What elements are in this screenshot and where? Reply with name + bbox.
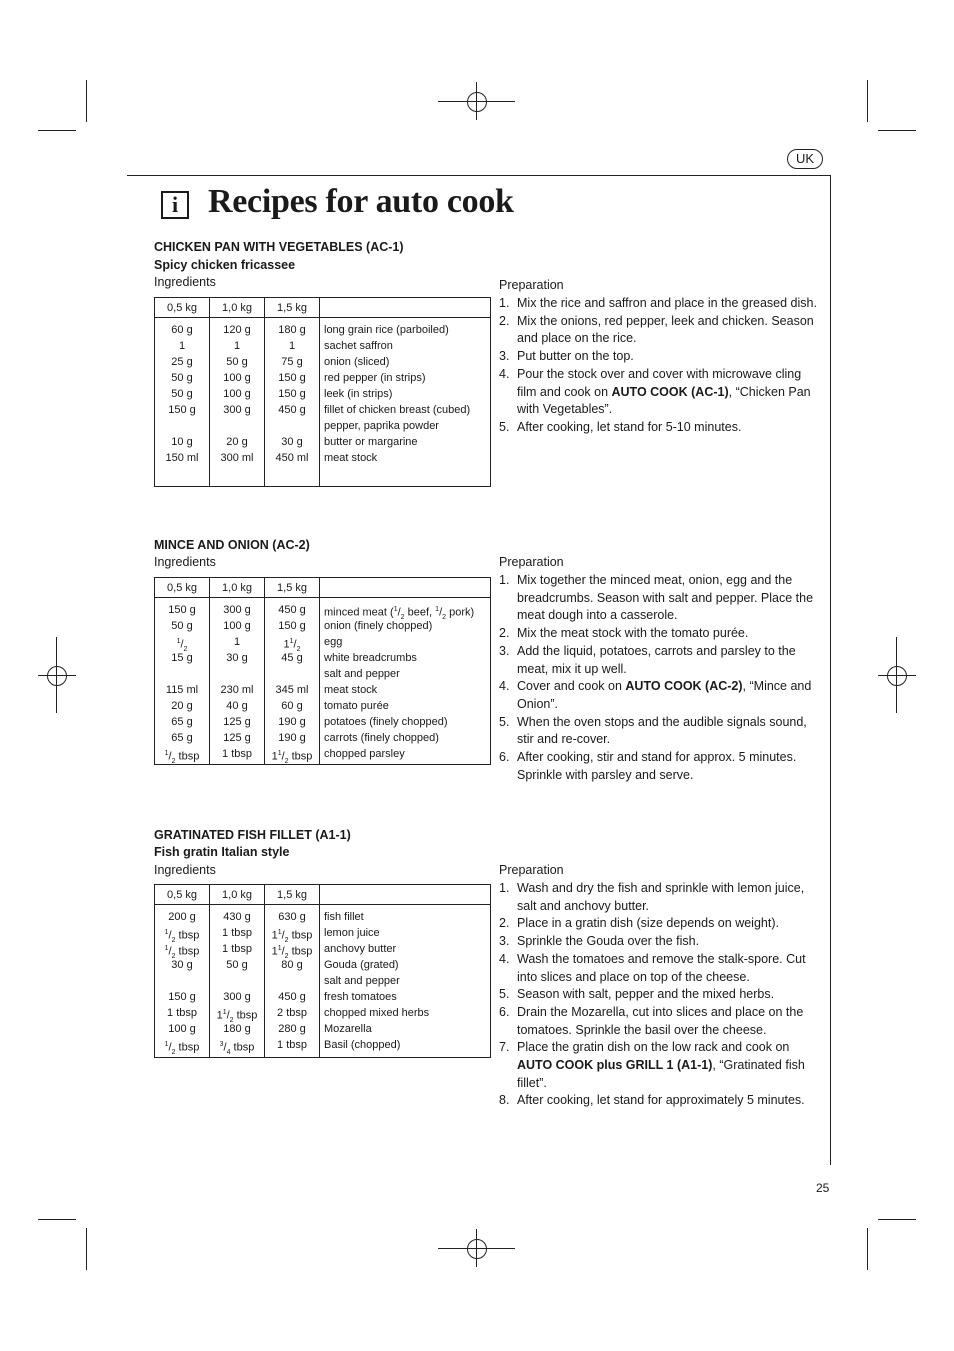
ingredients-label: Ingredients: [154, 555, 216, 569]
quantity-cell: 300 g: [223, 991, 251, 1003]
quantity-column: [265, 318, 320, 487]
step-item: [499, 933, 824, 951]
ingredients-table: [154, 577, 491, 765]
column-header: 1,5 kg: [265, 578, 320, 598]
column-header-blank: [320, 885, 491, 905]
quantity-cell: 50 g: [226, 356, 248, 368]
step-text: Put butter on the top.: [517, 349, 634, 364]
quantity-cell: 150 g: [278, 388, 306, 400]
quantity-cell: $^3/_4$ tbsp: [219, 1041, 255, 1056]
quantity-cell: 300 g: [223, 604, 251, 616]
quantity-cell: 150 g: [278, 372, 306, 384]
ingredient-column: [320, 318, 491, 487]
step-text: , “Chicken Pan with Vegetables”.: [517, 384, 811, 417]
registration-mark: [467, 92, 487, 112]
step-item: [499, 419, 824, 437]
step-item: [499, 1092, 824, 1110]
step-text: Place in a gratin dish (size depends on weight).: [517, 916, 779, 931]
step-text: Mix together the minced meat, onion, egg and the breadcrumbs. Season with salt and pepper. Place the meat dough into a casserole.: [517, 573, 814, 623]
recipe-title: CHICKEN PAN WITH VEGETABLES (AC-1): [154, 240, 404, 254]
step-item: [499, 625, 824, 643]
quantity-cell: 280 g: [278, 1023, 306, 1035]
preparation-label: Preparation: [499, 555, 564, 569]
ingredient-cell: tomato purée: [324, 700, 389, 712]
quantity-cell: $^1/_2$ tbsp: [164, 929, 200, 944]
crop-mark: [86, 1228, 87, 1270]
step-text: Sprinkle the Gouda over the fish.: [517, 934, 700, 949]
preparation-label: Preparation: [499, 863, 564, 877]
quantity-cell: 1: [178, 340, 186, 352]
step-number: 2.: [499, 626, 510, 641]
page-title: Recipes for auto cook: [208, 183, 514, 220]
info-icon: i: [161, 191, 189, 219]
quantity-cell: 10 g: [171, 436, 193, 448]
quantity-cell: 1 tbsp: [167, 1007, 197, 1019]
ingredient-cell: salt and pepper: [324, 975, 400, 987]
step-number: 4.: [499, 679, 510, 694]
step-text: , “Gratinated fish fillet”.: [517, 1058, 805, 1090]
ingredient-cell: onion (finely chopped): [324, 620, 433, 632]
quantity-cell: 60 g: [281, 700, 303, 712]
quantity-cell: 100 g: [168, 1023, 196, 1035]
step-text: Mix the rice and saffron and place in the greased dish.: [517, 296, 817, 310]
step-text: Cover and cook on: [517, 679, 626, 694]
language-badge: UK: [787, 149, 823, 169]
step-text: When the oven stops and the audible signals sound, stir and re-cover.: [517, 714, 807, 747]
quantity-cell: 120 g: [223, 324, 251, 336]
preparation-label: Preparation: [499, 278, 564, 292]
crop-mark: [38, 1219, 76, 1220]
preparation-steps: [499, 880, 824, 1110]
quantity-cell: 65 g: [171, 716, 193, 728]
ingredient-cell: Gouda (grated): [324, 959, 399, 971]
ingredient-cell: leek (in strips): [324, 388, 393, 400]
ingredient-cell: onion (sliced): [324, 356, 390, 368]
ingredients-table: [154, 297, 491, 487]
step-item: [499, 880, 824, 915]
ingredient-cell: white breadcrumbs: [324, 652, 417, 664]
step-item: [499, 366, 824, 419]
quantity-cell: 15 g: [171, 652, 193, 664]
ingredient-column: [320, 905, 491, 1058]
step-number: 8.: [499, 1093, 510, 1108]
quantity-cell: [265, 418, 319, 434]
quantity-cell: 115 ml: [165, 684, 199, 696]
quantity-column: [210, 905, 265, 1058]
quantity-cell: 1 tbsp: [222, 943, 252, 955]
program-name: AUTO COOK (AC-1): [611, 384, 729, 399]
step-number: 5.: [499, 987, 510, 1002]
quantity-cell: [155, 973, 209, 989]
quantity-column: [155, 318, 210, 487]
step-number: 1.: [499, 573, 510, 587]
recipe-subtitle: Spicy chicken fricassee: [154, 258, 296, 272]
program-name: AUTO COOK (AC-2): [625, 679, 743, 694]
ingredient-cell: meat stock: [324, 684, 378, 696]
quantity-cell: 100 g: [223, 372, 251, 384]
step-text: After cooking, let stand for 5-10 minutes.: [517, 419, 742, 434]
quantity-cell: $1^1/_2$ tbsp: [271, 929, 313, 944]
quantity-cell: 30 g: [281, 436, 303, 448]
quantity-cell: 630 g: [278, 911, 306, 923]
quantity-cell: 200 g: [168, 911, 196, 923]
ingredients-label: Ingredients: [154, 275, 216, 289]
crop-mark: [867, 1228, 868, 1270]
quantity-cell: 180 g: [278, 324, 306, 336]
step-item: [499, 643, 824, 678]
ingredient-cell: chopped parsley: [324, 748, 405, 760]
quantity-cell: 190 g: [278, 716, 306, 728]
quantity-cell: 1 tbsp: [277, 1039, 307, 1051]
quantity-cell: [155, 418, 209, 434]
quantity-cell: 1: [233, 636, 241, 648]
column-header: 1,0 kg: [210, 885, 265, 905]
step-text: Place the gratin dish on the low rack and cook on: [517, 1040, 790, 1055]
quantity-cell: 100 g: [223, 620, 251, 632]
step-item: [499, 678, 824, 713]
quantity-cell: 180 g: [223, 1023, 251, 1035]
ingredient-cell: carrots (finely chopped): [324, 732, 439, 744]
step-item: [499, 986, 824, 1004]
recipe-title: GRATINATED FISH FILLET (A1-1): [154, 828, 351, 842]
step-item: [499, 1004, 824, 1039]
step-text: Mix the onions, red pepper, leek and chicken. Season and place on the rice.: [517, 313, 814, 346]
quantity-column: [155, 905, 210, 1058]
ingredients-table: [154, 884, 491, 1058]
quantity-cell: 80 g: [281, 959, 303, 971]
quantity-cell: 230 ml: [220, 684, 254, 696]
registration-mark: [467, 1239, 487, 1259]
ingredients-label: Ingredients: [154, 863, 216, 877]
step-text: Season with salt, pepper and the mixed herbs.: [517, 987, 775, 1002]
quantity-cell: [210, 973, 264, 989]
column-header: 1,5 kg: [265, 885, 320, 905]
quantity-cell: [265, 973, 319, 989]
quantity-cell: 1: [288, 340, 296, 352]
ingredient-cell: sachet saffron: [324, 340, 393, 352]
quantity-cell: 50 g: [171, 620, 193, 632]
step-number: 3.: [499, 934, 510, 949]
ingredient-cell: egg: [324, 636, 343, 648]
quantity-cell: $1^1/_2$ tbsp: [271, 750, 313, 765]
step-text: , “Mince and Onion”.: [517, 679, 812, 711]
quantity-column: [265, 598, 320, 765]
step-item: [499, 313, 824, 348]
step-item: [499, 572, 824, 625]
quantity-cell: $1^1/_2$: [283, 638, 301, 653]
step-text: Wash and dry the fish and sprinkle with lemon juice, salt and anchovy butter.: [517, 881, 805, 913]
ingredient-cell: fresh tomatoes: [324, 991, 397, 1003]
quantity-cell: 30 g: [226, 652, 248, 664]
ingredient-cell: salt and pepper: [324, 668, 400, 680]
quantity-cell: 190 g: [278, 732, 306, 744]
quantity-cell: 40 g: [226, 700, 248, 712]
step-text: After cooking, stir and stand for approx. 5 minutes. Sprinkle with parsley and serve.: [517, 750, 797, 782]
step-number: 6.: [499, 1004, 510, 1019]
step-item: [499, 749, 824, 784]
quantity-cell: 50 g: [226, 959, 248, 971]
quantity-cell: 30 g: [171, 959, 193, 971]
quantity-cell: 450 ml: [275, 452, 309, 464]
crop-mark: [867, 80, 868, 122]
right-margin-rule: [830, 175, 831, 1165]
ingredient-cell: meat stock: [324, 452, 378, 464]
quantity-cell: 1 tbsp: [222, 927, 252, 939]
step-item: [499, 951, 824, 986]
quantity-column: [210, 318, 265, 487]
quantity-cell: 50 g: [171, 372, 193, 384]
step-text: Add the liquid, potatoes, carrots and parsley to the meat, mix it up well.: [517, 643, 796, 676]
quantity-cell: $^1/_2$ tbsp: [164, 750, 200, 765]
quantity-cell: $1^1/_2$ tbsp: [271, 945, 313, 960]
quantity-cell: 50 g: [171, 388, 193, 400]
quantity-cell: 450 g: [278, 404, 306, 416]
quantity-cell: 25 g: [171, 356, 193, 368]
column-header: 0,5 kg: [155, 298, 210, 318]
ingredient-cell: butter or margarine: [324, 436, 418, 448]
registration-mark: [47, 666, 67, 686]
step-number: 3.: [499, 643, 510, 658]
quantity-cell: [210, 418, 264, 434]
quantity-cell: 150 g: [168, 404, 196, 416]
ingredient-cell: fish fillet: [324, 911, 364, 923]
quantity-cell: 450 g: [278, 991, 306, 1003]
recipe-subtitle: Fish gratin Italian style: [154, 845, 290, 859]
preparation-steps: [499, 295, 824, 437]
ingredient-cell: fillet of chicken breast (cubed): [324, 404, 471, 416]
quantity-column: [265, 905, 320, 1058]
quantity-cell: 450 g: [278, 604, 306, 616]
column-header: 0,5 kg: [155, 885, 210, 905]
quantity-cell: 150 ml: [165, 452, 199, 464]
quantity-cell: $1^1/_2$ tbsp: [216, 1009, 258, 1024]
crop-mark: [86, 80, 87, 122]
quantity-cell: [265, 666, 319, 682]
registration-mark: [887, 666, 907, 686]
quantity-cell: $^1/_2$ tbsp: [164, 1041, 200, 1056]
recipe-title: MINCE AND ONION (AC-2): [154, 538, 310, 552]
column-header: 1,0 kg: [210, 578, 265, 598]
step-number: 6.: [499, 750, 510, 765]
step-number: 5.: [499, 714, 510, 729]
step-text: After cooking, let stand for approximately 5 minutes.: [517, 1093, 805, 1108]
crop-mark: [878, 130, 916, 131]
quantity-cell: 150 g: [168, 604, 196, 616]
ingredient-cell: lemon juice: [324, 927, 380, 939]
quantity-cell: 345 ml: [275, 684, 309, 696]
quantity-cell: 430 g: [223, 911, 251, 923]
step-text: Wash the tomatoes and remove the stalk-spore. Cut into slices and place on top of the cheese.: [517, 951, 806, 984]
step-number: 4.: [499, 951, 510, 966]
step-item: [499, 1039, 824, 1092]
step-item: [499, 348, 824, 366]
ingredient-cell: Mozarella: [324, 1023, 372, 1035]
quantity-cell: 300 ml: [220, 452, 254, 464]
quantity-cell: 45 g: [281, 652, 303, 664]
ingredient-cell: potatoes (finely chopped): [324, 716, 448, 728]
ingredient-column: [320, 598, 491, 765]
step-item: [499, 714, 824, 749]
quantity-cell: 2 tbsp: [277, 1007, 307, 1019]
step-number: 2.: [499, 916, 510, 931]
quantity-cell: $^1/_2$: [176, 638, 188, 653]
quantity-cell: 75 g: [281, 356, 303, 368]
ingredient-cell: pepper, paprika powder: [324, 420, 439, 432]
step-text: Drain the Mozarella, cut into slices and place on the tomatoes. Sprinkle the basil over the cheese.: [517, 1004, 804, 1037]
program-name: AUTO COOK plus GRILL 1 (A1-1): [517, 1058, 713, 1073]
quantity-cell: 125 g: [223, 716, 251, 728]
quantity-cell: $^1/_2$ tbsp: [164, 945, 200, 960]
quantity-cell: 150 g: [168, 991, 196, 1003]
step-text: Mix the meat stock with the tomato purée.: [517, 626, 749, 641]
crop-mark: [38, 130, 76, 131]
ingredient-cell: minced meat ($^1/_2$ beef, $^1/_2$ pork): [324, 606, 475, 621]
step-number: 5.: [499, 419, 510, 434]
quantity-cell: 100 g: [223, 388, 251, 400]
quantity-cell: 60 g: [171, 324, 193, 336]
column-header: 0,5 kg: [155, 578, 210, 598]
step-number: 3.: [499, 349, 510, 364]
quantity-cell: 300 g: [223, 404, 251, 416]
quantity-cell: 20 g: [171, 700, 193, 712]
step-item: [499, 915, 824, 933]
quantity-cell: 125 g: [223, 732, 251, 744]
column-header: 1,5 kg: [265, 298, 320, 318]
step-number: 7.: [499, 1040, 510, 1055]
quantity-cell: 1: [233, 340, 241, 352]
page-number: 25: [816, 1181, 830, 1195]
quantity-cell: [210, 666, 264, 682]
quantity-column: [210, 598, 265, 765]
column-header-blank: [320, 298, 491, 318]
preparation-steps: [499, 572, 824, 784]
ingredient-cell: Basil (chopped): [324, 1039, 401, 1051]
quantity-column: [155, 598, 210, 765]
step-number: 4.: [499, 366, 510, 381]
column-header-blank: [320, 578, 491, 598]
quantity-cell: 65 g: [171, 732, 193, 744]
quantity-cell: [155, 666, 209, 682]
step-number: 1.: [499, 881, 510, 895]
step-number: 1.: [499, 296, 510, 310]
crop-mark: [878, 1219, 916, 1220]
step-item: [499, 295, 824, 313]
ingredient-cell: red pepper (in strips): [324, 372, 426, 384]
quantity-cell: 20 g: [226, 436, 248, 448]
quantity-cell: 1 tbsp: [222, 748, 252, 760]
step-number: 2.: [499, 313, 510, 328]
ingredient-cell: anchovy butter: [324, 943, 397, 955]
column-header: 1,0 kg: [210, 298, 265, 318]
header-rule: [127, 175, 831, 176]
quantity-cell: 150 g: [278, 620, 306, 632]
ingredient-cell: chopped mixed herbs: [324, 1007, 430, 1019]
step-text: Pour the stock over and cover with microwave cling film and cook on: [517, 366, 802, 399]
ingredient-cell: long grain rice (parboiled): [324, 324, 449, 336]
